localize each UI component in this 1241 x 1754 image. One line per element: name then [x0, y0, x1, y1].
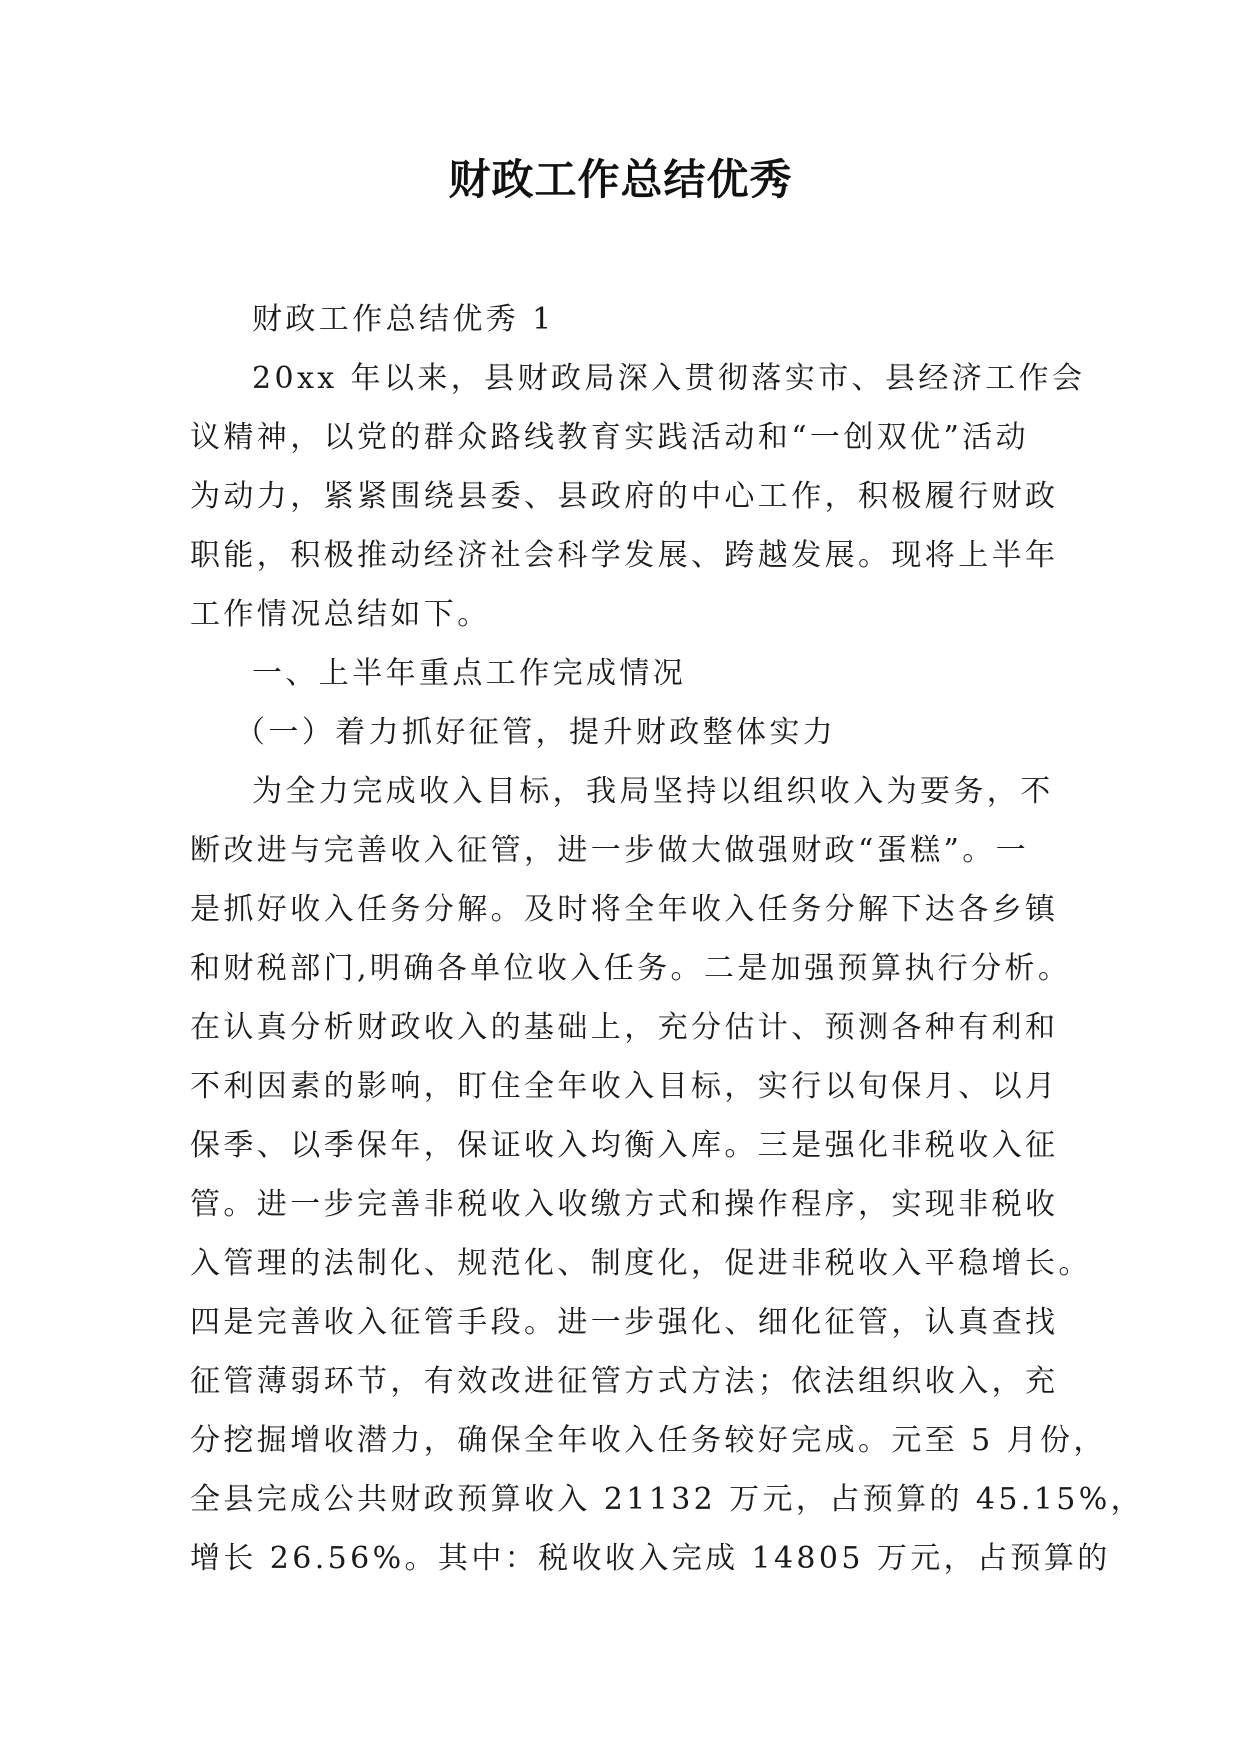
document-title: 财政工作总结优秀 — [448, 155, 793, 204]
section-heading: 财政工作总结优秀 1 — [252, 302, 555, 337]
paragraph-line: 分挖掘增收潜力，确保全年收入任务较好完成。元至 5 月份， — [190, 1423, 1107, 1458]
paragraph-line: 四是完善收入征管手段。进一步强化、细化征管，认真查找 — [190, 1305, 1059, 1340]
paragraph-line: 入管理的法制化、规范化、制度化，促进非税收入平稳增长。 — [190, 1246, 1092, 1281]
subsection-heading: （一）着力抓好征管，提升财政整体实力 — [235, 715, 837, 750]
paragraph-line: 为全力完成收入目标，我局坚持以组织收入为要务，不 — [252, 774, 1054, 809]
paragraph-line: 是抓好收入任务分解。及时将全年收入任务分解下达各乡镇 — [190, 892, 1059, 927]
paragraph-line: 保季、以季保年，保证收入均衡入库。三是强化非税收入征 — [190, 1128, 1059, 1163]
paragraph-line: 职能，积极推动经济社会科学发展、跨越发展。现将上半年 — [190, 538, 1059, 573]
paragraph-line: 议精神，以党的群众路线教育实践活动和“一创双优”活动 — [190, 420, 1030, 455]
paragraph-line: 管。进一步完善非税收入收缴方式和操作程序，实现非税收 — [190, 1187, 1059, 1222]
paragraph-line: 断改进与完善收入征管，进一步做大做强财政“蛋糕”。一 — [190, 833, 1030, 868]
paragraph-line: 在认真分析财政收入的基础上，充分估计、预测各种有利和 — [190, 1010, 1059, 1045]
paragraph-line: 增长 26.56%。其中：税收收入完成 14805 万元，占预算的 — [190, 1541, 1111, 1576]
paragraph-line: 为动力，紧紧围绕县委、县政府的中心工作，积极履行财政 — [190, 479, 1059, 514]
paragraph-line: 征管薄弱环节，有效改进征管方式方法；依法组织收入，充 — [190, 1364, 1059, 1399]
paragraph-line: 工作情况总结如下。 — [190, 597, 491, 632]
paragraph-line: 全县完成公共财政预算收入 21132 万元，占预算的 45.15%， — [190, 1482, 1145, 1517]
paragraph-line: 不利因素的影响，盯住全年收入目标，实行以旬保月、以月 — [190, 1069, 1059, 1104]
document-body — [190, 290, 1145, 1588]
paragraph-line: 20xx 年以来，县财政局深入贯彻落实市、县经济工作会 — [252, 361, 1086, 396]
paragraph-line: 和财税部门,明确各单位收入任务。二是加强预算执行分析。 — [190, 951, 1072, 986]
section-heading: 一、上半年重点工作完成情况 — [252, 656, 687, 691]
